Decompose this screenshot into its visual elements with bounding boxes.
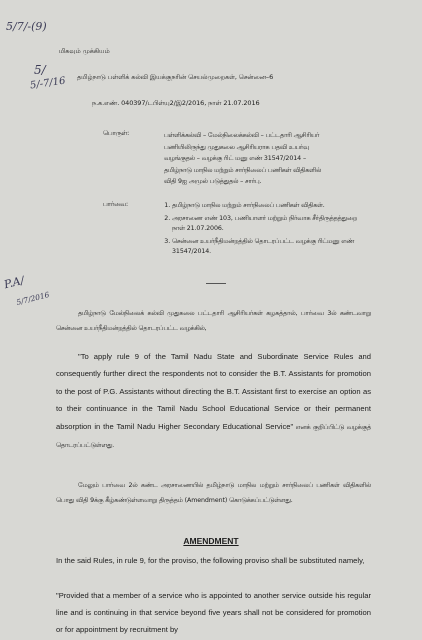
amendment-heading: AMENDMENT	[183, 536, 239, 546]
priority-marking: மிகவும் முக்கியம்	[59, 47, 110, 55]
subject-line: விதி 9ஐ அமுல் படுத்துதல் – சார்பு.	[164, 178, 262, 185]
subject-label: பொருள்:	[103, 130, 130, 137]
reference-item: 3. சென்னை உயர்நீதிமன்றத்தில் தொடரப்பட்ட வழக்கு ரிட்மனு எண் 31547/2014.	[172, 237, 365, 258]
references-label: பார்வை:	[103, 201, 128, 208]
subject-line: வழங்குதல் – வழக்கு ரிட் மனு எண் 31547/2014 –	[164, 155, 307, 162]
subject-text	[164, 130, 364, 188]
issuing-office: தமிழ்நாடு பள்ளிக் கல்வி இயக்குநரின் செயல்முறைகள், சென்னை–6	[77, 73, 274, 81]
subject-line: பள்ளிக்கல்வி – மேல்நிலைக்கல்வி – பட்டதாரி ஆசிரியர்	[164, 132, 320, 139]
handwritten-side-date: 5/7/2016	[15, 290, 51, 307]
quote-tail: எனக் குறிப்பிட்டு வழக்குத் தொடரப்பட்டுள்ளது.	[56, 423, 371, 450]
handwritten-dated-note: 5/	[34, 63, 46, 77]
amendment-intro-paragraph: மேலும் பார்வை 2ல் கண்ட அரசாணையில் தமிழ்நாடு மாநில மற்றும் சார்நிலைப் பணிகள் விதிகளில் பொது விதி 9க்கு கீழ்கண்டுள்ளவாறு திருத்தம் (Amendment) கொடுக்கப்பட்டுள்ளது.	[56, 482, 371, 504]
intro-paragraph: தமிழ்நாடு மேல்நிலைக் கல்வி முதுகலை பட்டதாரி ஆசிரியர்கள் கழகத்தால், பார்வை 3ல் கண்டவாறு சென்னை உயர்நீதிமன்றத்தில் தொடரப்பட்ட வழக்கில்,	[56, 310, 371, 332]
reference-item: 1. தமிழ்நாடு மாநில மற்றும் சார்நிலைப் பணிகள் விதிகள்.	[172, 201, 365, 212]
section-divider	[206, 283, 226, 284]
subject-line: பணியிலிருந்து முதுகலை ஆசிரியராக பதவி உயர்வு	[164, 143, 309, 151]
amendment-proviso-text: "Provided that a member of a service who is appointed to another service outside his regular line and is continuing in that service beyond five years shall not be considered for promotion or for appointment by recruitment by	[56, 591, 371, 634]
handwritten-top-note: 5/7/-(9)	[6, 20, 47, 33]
reference-item: 2. அரசாணை எண் 103, பணியாளர் மற்றும் நிர்வாக சீர்திருத்தத்துறை நாள் 21.07.2006.	[172, 214, 365, 235]
subject-line: தமிழ்நாடு மாநில மற்றும் சார்நிலைப் பணிகள் விதிகளில்	[164, 166, 322, 174]
references-list	[160, 201, 365, 260]
handwritten-side-note: P.A/	[2, 273, 26, 292]
handwritten-dated-note-2: 5/-7/16	[29, 75, 67, 92]
quoted-prayer	[56, 348, 371, 454]
quote-text: "To apply rule 9 of the Tamil Nadu State and Subordinate Service Rules and consequently further direct the respondents not to consider the B.T. Assistants for promotion to the post of P.G. Assistants without directing the B.T. Assistant first to exercise an option as to their continuance in the Tamil Nadu School Educational Service or their permanent absorption in the Tamil Nadu Higher Secondary Educational Service"	[56, 352, 371, 431]
reference-number: ந.க.எண். 040397/டபிள்யு2/இ2/2016, நாள் 21.07.2016	[92, 99, 260, 107]
amendment-rule-text: In the said Rules, in rule 9, for the proviso, the following proviso shall be substituted namely,	[56, 556, 365, 565]
